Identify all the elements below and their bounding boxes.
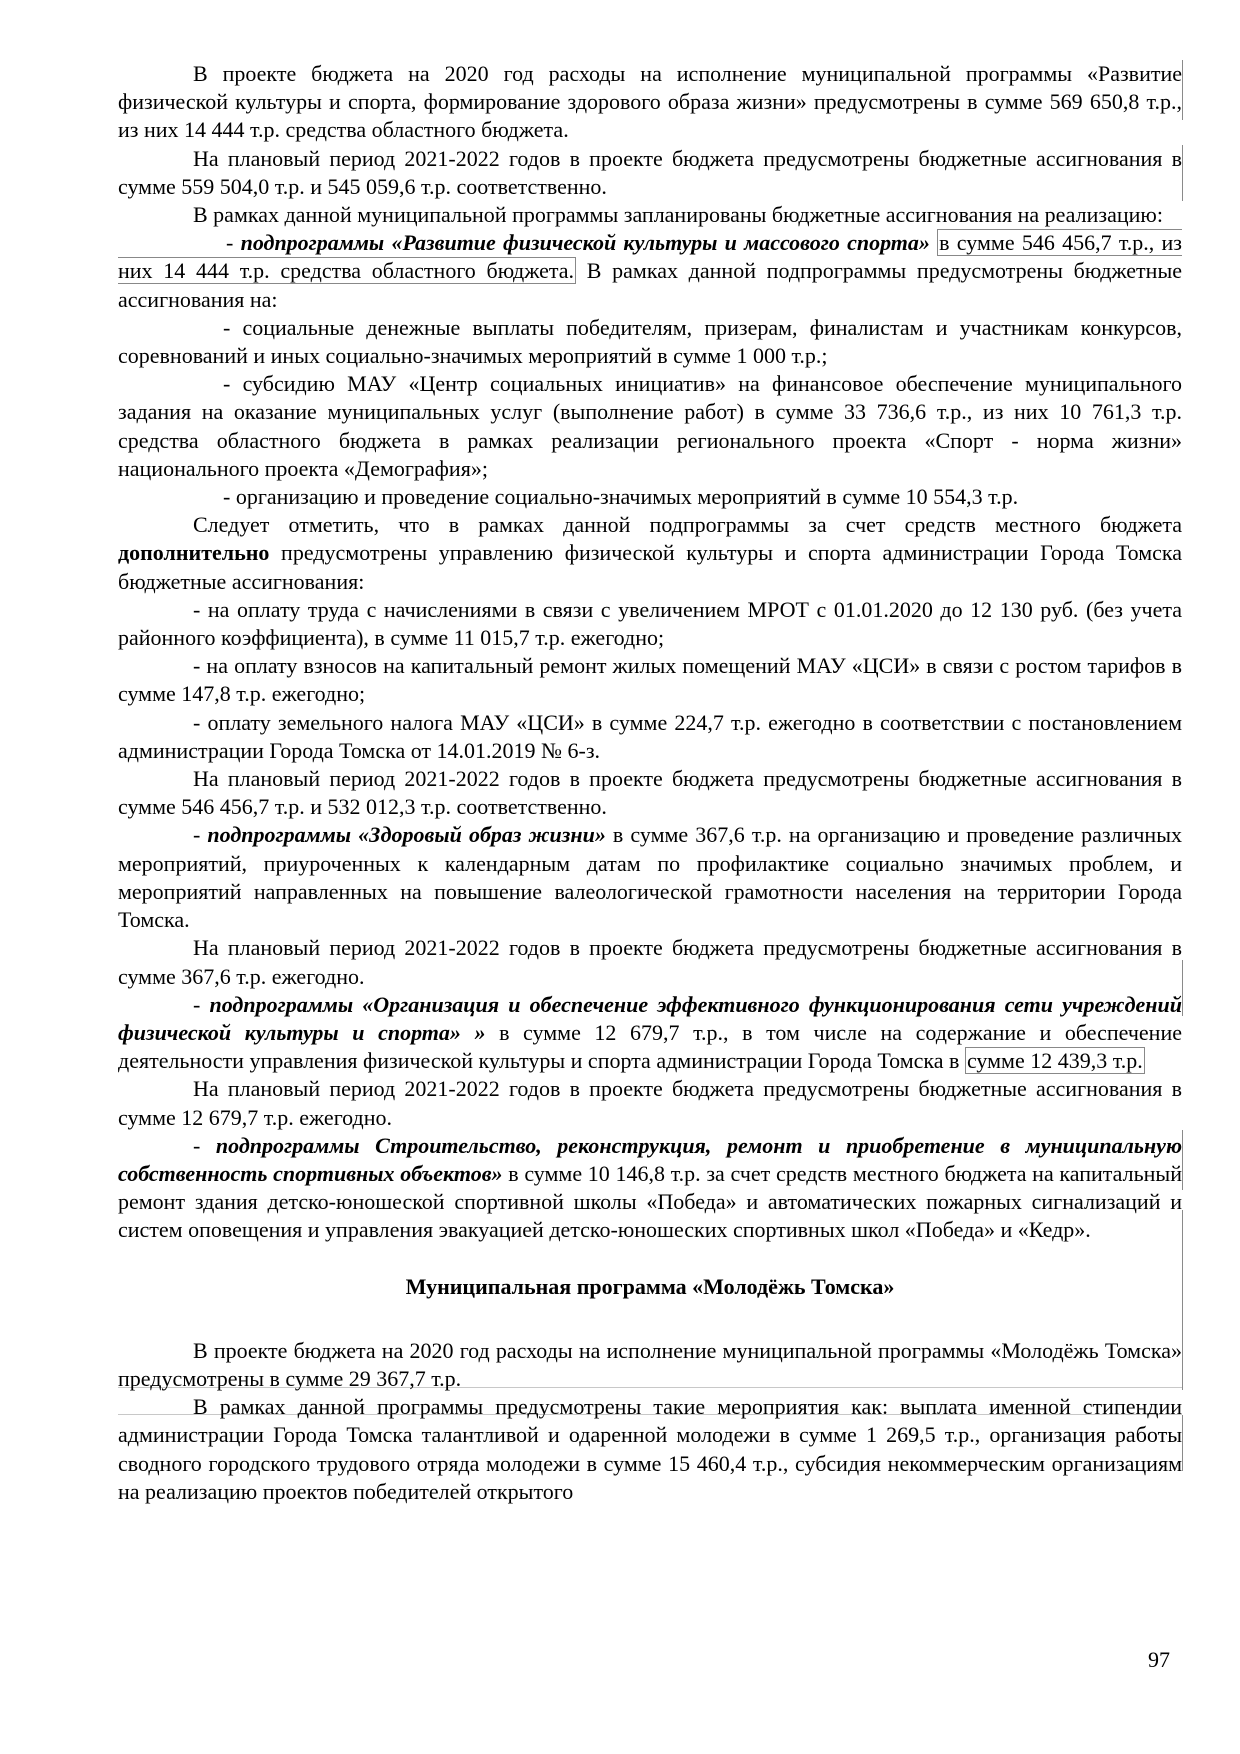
revision-line [1182, 960, 1183, 1016]
paragraph [118, 511, 1182, 596]
paragraph-text: предусмотрены управлению физической культуры и спорта администрации Города Томска бюджетные ассигнования: [118, 540, 1182, 594]
revision-line [1182, 1130, 1183, 1190]
document-body [118, 60, 1182, 1506]
list-item: - субсидию МАУ «Центр социальных инициатив» на финансовое обеспечение муниципального задания на оказание муниципальных услуг (выполнение работ) в сумме 33 736,6 т.р., из них 10 761,3 т.р. средства областного бюджета в рамках реализации регионального проекта «Спорт - норма жизни» национального проекта «Демография»; [118, 371, 1182, 481]
paragraph: На плановый период 2021-2022 годов в проекте бюджета предусмотрены бюджетные ассигнования в сумме 559 504,0 т.р. и 545 059,6 т.р. соответственно. [118, 145, 1182, 199]
list-item: - организацию и проведение социально-значимых мероприятий в сумме 10 554,3 т.р. [223, 484, 1019, 510]
paragraph-text: Следует отметить, что в рамках данной подпрограммы за счет средств местного бюджета [193, 512, 1182, 538]
revision-line [1182, 1210, 1183, 1390]
paragraph: На плановый период 2021-2022 годов в проекте бюджета предусмотрены бюджетные ассигнования в сумме 546 456,7 т.р. и 532 012,3 т.р. соответственно. [118, 766, 1182, 820]
section-heading: Муниципальная программа «Молодёжь Томска» [405, 1273, 895, 1299]
paragraph [118, 991, 1182, 1076]
page-number: 97 [1148, 1647, 1170, 1672]
revision-line [1182, 145, 1183, 201]
paragraph [118, 1132, 1182, 1245]
paragraph: В проекте бюджета на 2020 год расходы на исполнение муниципальной программы «Молодёжь Томска» предусмотрены в сумме 29 367,7 т.р. [118, 1337, 1182, 1391]
paragraph-text: в сумме 12 679,7 т.р., в том числе на содержание и обеспечение деятельности управления физической культуры и спорта администрации Города Томска в [118, 1019, 1182, 1074]
spacer [118, 1301, 1182, 1337]
revision-line [1182, 1415, 1183, 1471]
subprogram-title: подпрограммы «Здоровый образ жизни» [207, 822, 606, 848]
highlighted-text: в сумме 546 456,7 т.р., из них 14 444 т.р. средства областного бюджета. [118, 230, 1183, 284]
revision-line [1182, 60, 1183, 120]
list-dash: - [193, 1132, 216, 1158]
list-item: - социальные денежные выплаты победителям, призерам, финалистам и участникам конкурсов, соревнований и иных социально-значимых мероприятий в сумме 1 000 т.р.; [118, 314, 1182, 369]
highlighted-text: сумме 12 439,3 т.р. [966, 1048, 1143, 1074]
subprogram-title: подпрограммы «Развитие физической культуры и массового спорта» [240, 230, 930, 256]
paragraph [118, 821, 1182, 934]
list-dash: - [193, 991, 210, 1017]
list-item: - на оплату взносов на капитальный ремонт жилых помещений МАУ «ЦСИ» в связи с ростом тарифов в сумме 147,8 т.р. ежегодно; [118, 653, 1182, 707]
paragraph: В рамках данной муниципальной программы запланированы бюджетные ассигнования на реализацию: [193, 202, 1163, 228]
paragraph: На плановый период 2021-2022 годов в проекте бюджета предусмотрены бюджетные ассигнования в сумме 367,6 т.р. ежегодно. [118, 935, 1182, 989]
paragraph: В рамках данной программы предусмотрены такие мероприятия как: выплата именной стипендии администрации Города Томска талантливой и одаренной молодежи в сумме 1 269,5 т.р., организация работы сводного городского трудового отряда молодежи в сумме 15 460,4 т.р., субсидия некоммерческим организациям на реализацию проектов победителей открытого [118, 1394, 1182, 1504]
list-dash: - [193, 822, 208, 848]
paragraph-text: в сумме 367,6 т.р. на организацию и проведение различных мероприятий, приуроченных к календарным датам по профилактике социально значимых проблем, и мероприятий направленных на повышение валеологической грамотности населения на территории Города Томска. [118, 822, 1182, 933]
subprogram-title: подпрограммы «Организация и обеспечение эффективного функционирования сети учреждений физической культуры и спорта» » [118, 991, 1182, 1045]
paragraph: На плановый период 2021-2022 годов в проекте бюджета предусмотрены бюджетные ассигнования в сумме 12 679,7 т.р. ежегодно. [118, 1076, 1182, 1130]
paragraph-text: в сумме 10 146,8 т.р. за счет средств местного бюджета на капитальный ремонт здания детско-юношеской спортивной школы «Победа» и автоматических пожарных сигнализаций и систем оповещения и управления эвакуацией детско-юношеских спортивных школ «Победа» и «Кедр». [118, 1160, 1182, 1243]
list-item: - оплату земельного налога МАУ «ЦСИ» в сумме 224,7 т.р. ежегодно в соответствии с постановлением администрации Города Томска от 14.01.2019 № 6-з. [118, 709, 1182, 763]
paragraph: В проекте бюджета на 2020 год расходы на исполнение муниципальной программы «Развитие физической культуры и спорта, формирование здорового образа жизни» предусмотрены в сумме 569 650,8 т.р., из них 14 444 т.р. средства областного бюджета. [118, 61, 1182, 143]
subprogram-title: подпрограммы Строительство, реконструкция, ремонт и приобретение в муниципальную собственность спортивных объектов» [118, 1132, 1183, 1186]
paragraph-text: В рамках данной подпрограммы предусмотрены бюджетные ассигнования на: [118, 258, 1182, 312]
list-item: - на оплату труда с начислениями в связи с увеличением МРОТ с 01.01.2020 до 12 130 руб. (без учета районного коэффициента), в сумме 11 015,7 т.р. ежегодно; [118, 596, 1182, 651]
list-dash: - [226, 230, 241, 256]
emphasis: дополнительно [118, 540, 270, 566]
paragraph [118, 229, 1182, 314]
